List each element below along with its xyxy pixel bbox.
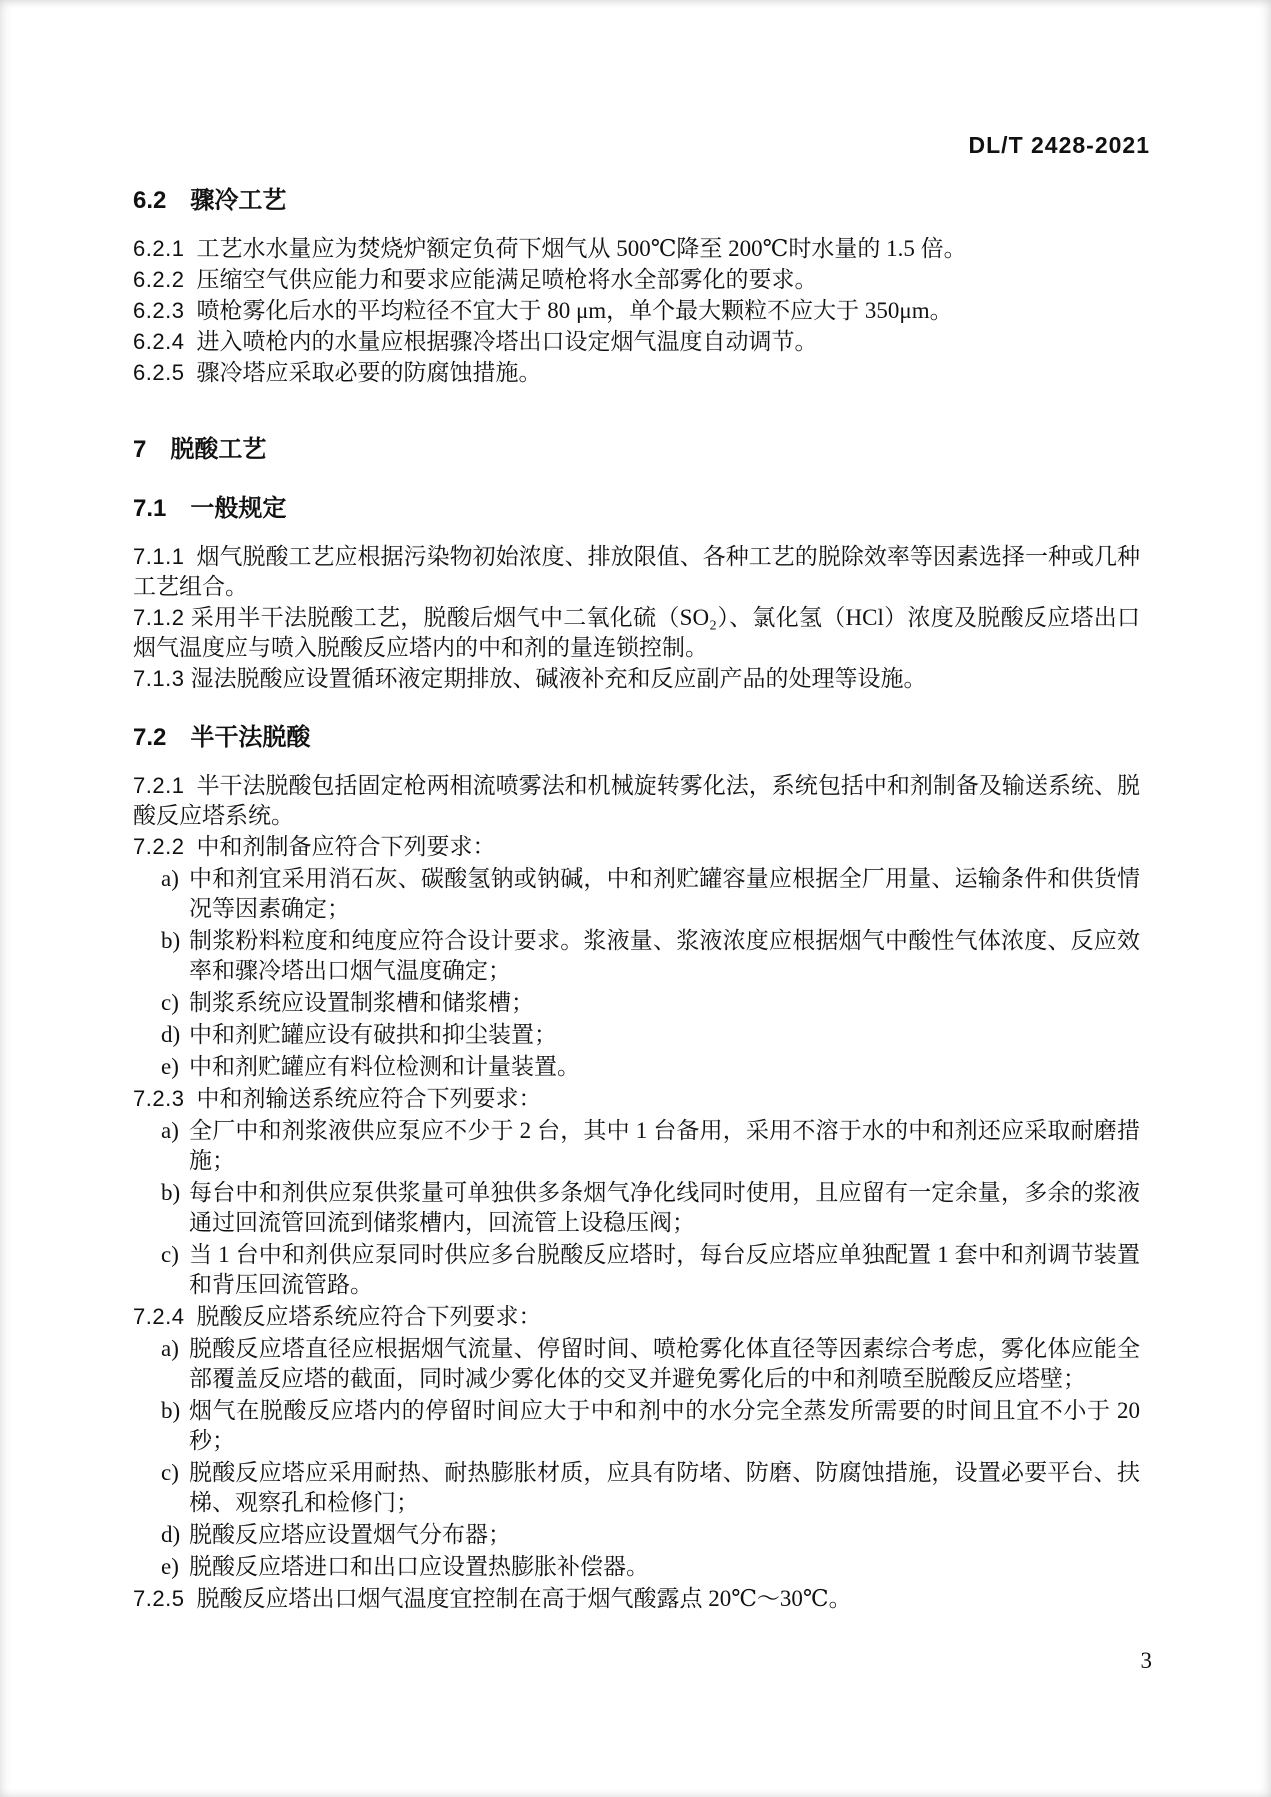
- clause-number: 7.2.3: [133, 1086, 185, 1111]
- clause-number: 7.2.1: [133, 773, 185, 798]
- clause-text: 压缩空气供应能力和要求应能满足喷枪将水全部雾化的要求。: [196, 267, 818, 292]
- list-text: 脱酸反应塔应采用耐热、耐热膨胀材质，应具有防堵、防磨、防腐蚀措施，设置必要平台、扶梯、观察孔和检修门；: [189, 1460, 1140, 1515]
- heading-7-2: [133, 722, 1140, 753]
- clause-number: 7.2.5: [133, 1586, 185, 1611]
- list-marker: c): [161, 1242, 179, 1267]
- clause-7-2-1: [133, 771, 1140, 831]
- list-text: 制浆系统应设置制浆槽和储浆槽；: [189, 990, 534, 1015]
- clause-number: 6.2.1: [133, 236, 185, 261]
- list-marker: b): [161, 928, 181, 953]
- heading-title: 骤冷工艺: [190, 187, 287, 214]
- clause-6-2-2: [133, 265, 1140, 295]
- list-item-7-2-2-b: [133, 926, 1140, 986]
- list-marker: c): [161, 990, 179, 1015]
- clause-6-2-4: [133, 327, 1140, 357]
- list-marker: e): [161, 1554, 179, 1579]
- doc-number: DL/T 2428-2021: [968, 132, 1150, 158]
- page-number: 3: [1140, 1648, 1152, 1673]
- clause-number: 7.2.2: [133, 834, 185, 859]
- clause-number: 6.2.3: [133, 298, 185, 323]
- clause-7-1-1: [133, 542, 1140, 602]
- clause-7-2-5: [133, 1584, 1140, 1614]
- document-content: [133, 185, 1140, 1614]
- list-item-7-2-3-b: [133, 1178, 1140, 1238]
- list-item-7-2-2-a: [133, 864, 1140, 924]
- heading-number: 7.2: [133, 724, 167, 751]
- list-item-7-2-3-c: [133, 1240, 1140, 1300]
- list-text: 全厂中和剂浆液供应泵应不少于 2 台，其中 1 台备用，采用不溶于水的中和剂还应采取耐磨措施；: [189, 1118, 1140, 1173]
- clause-7-2-2: [133, 832, 1140, 862]
- list-text: 烟气在脱酸反应塔内的停留时间应大于中和剂中的水分完全蒸发所需要的时间且宜不小于 20 秒；: [189, 1398, 1140, 1453]
- clause-text: 喷枪雾化后水的平均粒径不宜大于 80 μm，单个最大颗粒不应大于 350μm。: [196, 298, 953, 323]
- clause-6-2-3: [133, 296, 1140, 326]
- list-marker: b): [161, 1180, 181, 1205]
- list-item-7-2-2-e: [133, 1052, 1140, 1082]
- clause-number: 6.2.4: [133, 329, 185, 354]
- list-item-7-2-4-e: [133, 1552, 1140, 1582]
- list-text: 脱酸反应塔应设置烟气分布器；: [189, 1522, 511, 1547]
- heading-number: 6.2: [133, 187, 167, 214]
- clause-7-1-2: [133, 603, 1140, 663]
- clause-number: 7.1.3: [133, 666, 185, 691]
- heading-6-2: [133, 185, 1140, 216]
- list-marker: e): [161, 1054, 179, 1079]
- list-marker: a): [161, 1336, 179, 1361]
- list-item-7-2-2-d: [133, 1020, 1140, 1050]
- list-item-7-2-4-c: [133, 1458, 1140, 1518]
- clause-number: 7.1.1: [133, 544, 185, 569]
- clause-text: 工艺水水量应为焚烧炉额定负荷下烟气从 500℃降至 200℃时水量的 1.5 倍。: [196, 236, 967, 261]
- clause-7-2-4: [133, 1302, 1140, 1332]
- list-text: 中和剂贮罐应有料位检测和计量装置。: [189, 1054, 580, 1079]
- clause-text: 半干法脱酸包括固定枪两相流喷雾法和机械旋转雾化法，系统包括中和剂制备及输送系统、脱酸反应塔系统。: [133, 773, 1140, 828]
- clause-7-2-3: [133, 1084, 1140, 1114]
- heading-title: 脱酸工艺: [170, 436, 267, 463]
- list-text: 制浆粉料粒度和纯度应符合设计要求。浆液量、浆液浓度应根据烟气中酸性气体浓度、反应效率和骤冷塔出口烟气温度确定；: [189, 928, 1140, 983]
- list-text: 脱酸反应塔直径应根据烟气流量、停留时间、喷枪雾化体直径等因素综合考虑，雾化体应能全部覆盖反应塔的截面，同时减少雾化体的交叉并避免雾化后的中和剂喷至脱酸反应塔壁；: [189, 1336, 1140, 1391]
- clause-text: 进入喷枪内的水量应根据骤冷塔出口设定烟气温度自动调节。: [196, 329, 818, 354]
- list-item-7-2-2-c: [133, 988, 1140, 1018]
- doc-header: [0, 0, 1271, 158]
- clause-text: 中和剂输送系统应符合下列要求：: [196, 1086, 542, 1111]
- list-marker: a): [161, 866, 179, 891]
- clause-text: 脱酸反应塔出口烟气温度宜控制在高于烟气酸露点 20℃～30℃。: [196, 1586, 852, 1611]
- list-text: 脱酸反应塔进口和出口应设置热膨胀补偿器。: [189, 1554, 649, 1579]
- list-marker: b): [161, 1398, 181, 1423]
- list-text: 中和剂贮罐应设有破拱和抑尘装置；: [189, 1022, 557, 1047]
- list-text: 中和剂宜采用消石灰、碳酸氢钠或钠碱，中和剂贮罐容量应根据全厂用量、运输条件和供货情况等因素确定；: [189, 866, 1140, 921]
- heading-7: [133, 434, 1140, 465]
- clause-text: 脱酸反应塔系统应符合下列要求：: [196, 1304, 542, 1329]
- list-text: 当 1 台中和剂供应泵同时供应多台脱酸反应塔时，每台反应塔应单独配置 1 套中和剂调节装置和背压回流管路。: [189, 1242, 1140, 1297]
- list-marker: c): [161, 1460, 179, 1485]
- clause-text: 烟气脱酸工艺应根据污染物初始浓度、排放限值、各种工艺的脱除效率等因素选择一种或几种工艺组合。: [133, 544, 1140, 599]
- clause-text: 湿法脱酸应设置循环液定期排放、碱液补充和反应副产品的处理等设施。: [190, 666, 927, 691]
- heading-title: 一般规定: [190, 495, 287, 522]
- list-item-7-2-4-a: [133, 1334, 1140, 1394]
- clause-text: 采用半干法脱酸工艺，脱酸后烟气中二氧化硫（SO₂）、氯化氢（HCl）浓度及脱酸反应塔出口烟气温度应与喷入脱酸反应塔内的中和剂的量连锁控制。: [133, 605, 1140, 660]
- clause-text: 中和剂制备应符合下列要求：: [196, 834, 496, 859]
- clause-number: 6.2.5: [133, 360, 185, 385]
- page-footer: [1141, 1646, 1153, 1676]
- list-item-7-2-3-a: [133, 1116, 1140, 1176]
- heading-title: 半干法脱酸: [190, 724, 311, 751]
- clause-number: 7.2.4: [133, 1304, 185, 1329]
- list-item-7-2-4-b: [133, 1396, 1140, 1456]
- clause-6-2-1: [133, 234, 1140, 264]
- list-marker: a): [161, 1118, 179, 1143]
- list-item-7-2-4-d: [133, 1520, 1140, 1550]
- heading-7-1: [133, 493, 1140, 524]
- list-marker: d): [161, 1022, 181, 1047]
- list-text: 每台中和剂供应泵供浆量可单独供多条烟气净化线同时使用，且应留有一定余量，多余的浆液通过回流管回流到储浆槽内，回流管上设稳压阀；: [189, 1180, 1140, 1235]
- heading-number: 7: [133, 436, 147, 463]
- clause-number: 6.2.2: [133, 267, 185, 292]
- clause-text: 骤冷塔应采取必要的防腐蚀措施。: [196, 360, 542, 385]
- clause-6-2-5: [133, 358, 1140, 388]
- clause-number: 7.1.2: [133, 605, 185, 630]
- heading-number: 7.1: [133, 495, 167, 522]
- clause-7-1-3: [133, 664, 1140, 694]
- list-marker: d): [161, 1522, 181, 1547]
